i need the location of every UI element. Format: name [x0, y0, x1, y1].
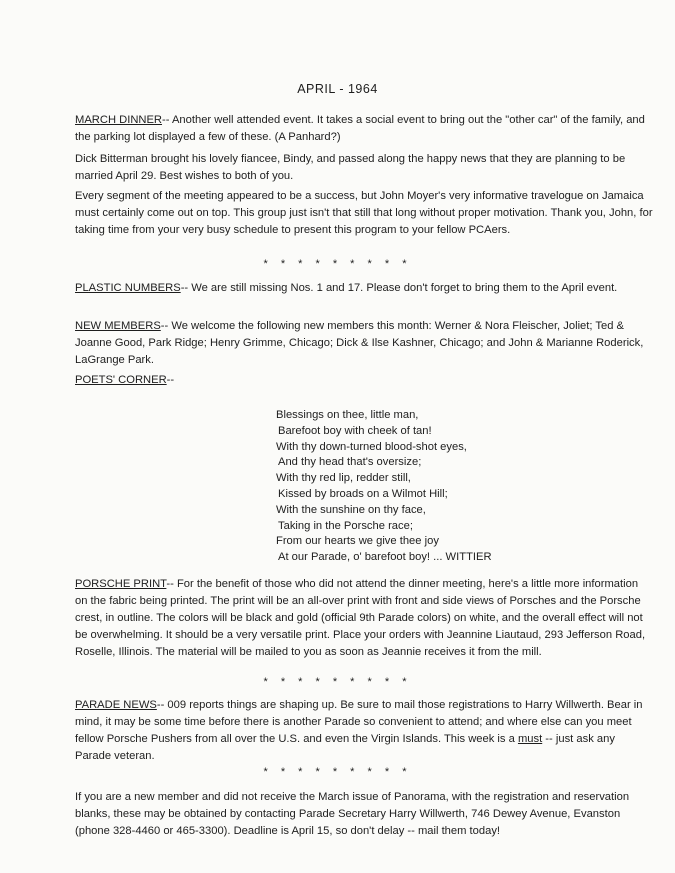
porsche-print-paragraph [75, 576, 653, 661]
poem-line: With thy red lip, redder still, [276, 472, 411, 485]
plastic-numbers-text: -- We are still missing Nos. 1 and 17. Please don't forget to bring them to the April event. [180, 282, 618, 294]
section-heading-plastic-numbers: PLASTIC NUMBERS [75, 282, 181, 294]
poem-line: From our hearts we give thee joy [276, 535, 439, 548]
poets-corner-suffix: -- [166, 374, 175, 386]
separator-stars-3: * * * * * * * * * [263, 766, 412, 778]
moyer-paragraph: Every segment of the meeting appeared to be a success, but John Moyer's very informative travelogue on Jamaica must certainly come out on top. This group just isn't that still that long without proper motivation. Thank you, John, for taking time from your very busy schedule to present this program to your fellow PCAers. [75, 190, 653, 236]
poem-line: With thy down-turned blood-shot eyes, [276, 440, 467, 453]
bitterman-paragraph: Dick Bitterman brought his lovely fiancee, Bindy, and passed along the happy news that they are planning to be married April 29. Best wishes to both of you. [75, 153, 626, 182]
poem-line: Taking in the Porsche race; [278, 519, 413, 532]
poem [276, 408, 636, 566]
separator-stars-1: * * * * * * * * * [263, 258, 412, 270]
page-title: APRIL - 1964 [297, 82, 378, 96]
plastic-numbers-paragraph [75, 280, 653, 297]
new-members-paragraph [75, 318, 653, 369]
poem-line: Kissed by broads on a Wilmot Hill; [278, 487, 448, 500]
poets-corner-paragraph [75, 372, 653, 389]
poem-line: Blessings on thee, little man, [276, 409, 419, 421]
parade-news-text-end: -- just ask any Parade veteran. [75, 733, 615, 762]
parade-news-text: -- 009 reports things are shaping up. Be sure to mail those registrations to Harry Willwerth. Bear in mind, it may be some time before there is another Parade so convenient to attend; and where else can you meet fellow Porsche Pushers from all over the U.S. and even the Virgin Islands. This week is a [75, 699, 643, 745]
porsche-print-text: -- For the benefit of those who did not attend the dinner meeting, here's a little more information on the fabric being printed. The print will be an all-over print with front and side views of Porsches and the Porsche crest, in outline. The colors will be black and gold (official 9th Parade colors) on white, and the overall effect will not be overwhelming. It should be a very versatile print. Place your orders with Jeannine Liautaud, 293 Jefferson Road, Roselle, Illinois. The material will be mailed to you as soon as Jeannie receives it from the mill. [75, 578, 646, 658]
poem-line: With the sunshine on thy face, [276, 503, 426, 516]
section-heading-new-members: NEW MEMBERS [75, 320, 161, 332]
march-dinner-paragraph [75, 112, 653, 146]
poem-line: At our Parade, o' barefoot boy! ... WITTIER [278, 551, 492, 564]
separator-stars-2: * * * * * * * * * [263, 676, 412, 688]
parade-news-paragraph [75, 697, 653, 765]
section-heading-poets-corner: POETS' CORNER [75, 374, 167, 386]
poem-line: Barefoot boy with cheek of tan! [278, 424, 432, 437]
march-dinner-text: -- Another well attended event. It takes a social event to bring out the "other car" of the family, and the parking lot displayed a few of these. (A Panhard?) [75, 114, 645, 143]
new-members-text: -- We welcome the following new members this month: Werner & Nora Fleischer, Joliet; Ted & Joanne Good, Park Ridge; Henry Grimme, Chicago; Dick & Ilse Kashner, Chicago; and John & Marianne Roderick, LaGrange Park. [75, 320, 644, 366]
section-heading-porsche-print: PORSCHE PRINT [75, 578, 167, 590]
section-heading-parade-news: PARADE NEWS [75, 699, 157, 711]
poem-line: And thy head that's oversize; [278, 456, 422, 469]
closing-paragraph: If you are a new member and did not receive the March issue of Panorama, with the registration and reservation blanks, these may be obtained by contacting Parade Secretary Harry Willwerth, 746 Dewey Avenue, Evanston (phone 328-4460 or 465-3300). Deadline is April 15, so don't delay -- mail them today! [75, 791, 630, 837]
emphasis-must: must [517, 733, 543, 745]
section-heading-march-dinner: MARCH DINNER [75, 114, 163, 126]
